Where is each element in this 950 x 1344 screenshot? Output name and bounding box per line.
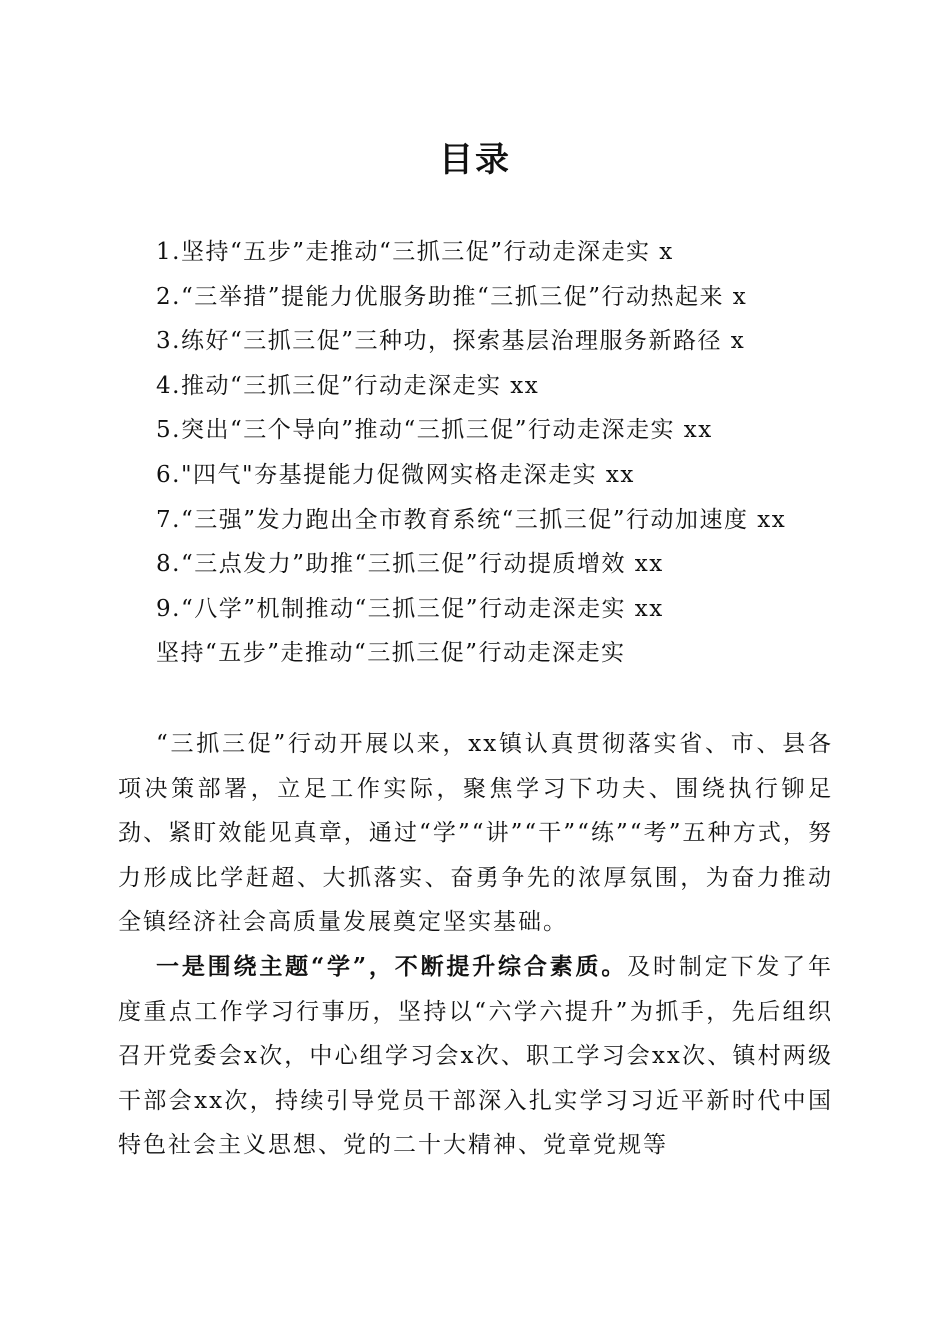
table-of-contents (118, 230, 833, 676)
intro-paragraph: “三抓三促”行动开展以来，xx镇认真贯彻落实省、市、县各项决策部署，立足工作实际，聚焦学习下功夫、围绕执行铆足劲、紧盯效能见真章，通过“学”“讲”“干”“练”“考”五种方式，努力形成比学赶超、大抓落实、奋勇争先的浓厚氛围，为奋力推动全镇经济社会高质量发展奠定坚实基础。 (118, 731, 833, 936)
section-heading: 坚持“五步”走推动“三抓三促”行动走深走实 (156, 640, 626, 667)
point-one-body: 及时制定下发了年度重点工作学习行事历，坚持以“六学六提升”为抓手，先后组织召开党委会x次，中心组学习会x次、职工学习会xx次、镇村两级干部会xx次，持续引导党员干部深入扎实学习习近平新时代中国特色社会主义思想、党的二十大精神、党章党规等 (118, 953, 833, 1159)
toc-item-3[interactable]: 3.练好“三抓三促”三种功，探索基层治理服务新路径 x (156, 328, 746, 355)
point-one-paragraph (118, 945, 833, 1168)
body-text (118, 722, 833, 1168)
point-one-lead: 一是围绕主题“学”，不断提升综合素质。 (156, 952, 628, 980)
toc-item-9[interactable]: 9.“八学”机制推动“三抓三促”行动走深走实 xx (156, 595, 664, 622)
toc-item-4[interactable]: 4.推动“三抓三促”行动走深走实 xx (156, 372, 540, 399)
page-title: 目录 (439, 140, 511, 180)
toc-item-1[interactable]: 1.坚持“五步”走推动“三抓三促”行动走深走实 x (156, 239, 674, 265)
toc-item-6[interactable]: 6."四气"夯基提能力促微网实格走深走实 xx (156, 461, 635, 488)
toc-item-8[interactable]: 8.“三点发力”助推“三抓三促”行动提质增效 xx (156, 551, 664, 578)
toc-item-7[interactable]: 7.“三强”发力跑出全市教育系统“三抓三促”行动加速度 xx (156, 506, 787, 533)
toc-item-2[interactable]: 2.“三举措”提能力优服务助推“三抓三促”行动热起来 x (156, 283, 748, 310)
toc-item-5[interactable]: 5.突出“三个导向”推动“三抓三促”行动走深走实 xx (156, 417, 713, 444)
